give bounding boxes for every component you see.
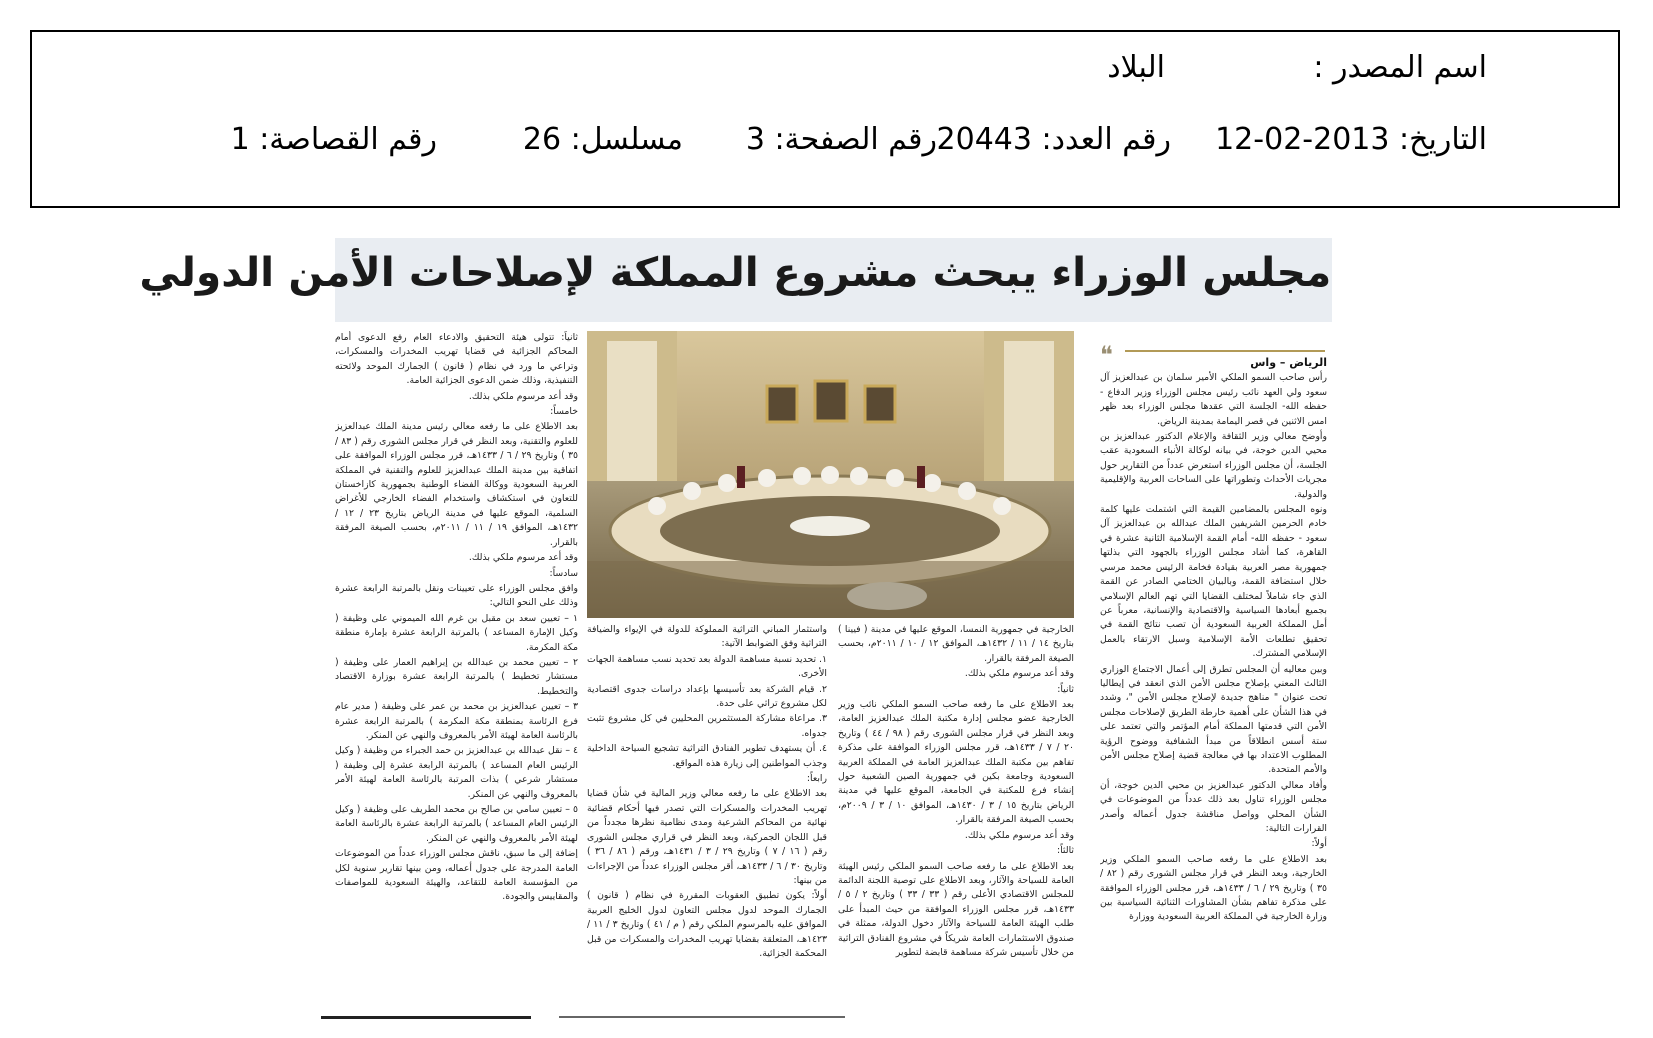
article-paragraph: ٢. قيام الشركة بعد تأسيسها بإعداد دراسات جدوى اقتصادية لكل مشروع تراثي على حدة.: [587, 683, 827, 710]
quote-icon: ❝: [1100, 341, 1113, 369]
article-paragraph: ١ – تعيين سعد بن مقبل بن غرم الله الميموني على وظيفة ( وكيل الإمارة المساعد ) بالمرتبة الرابعة عشرة بإمارة منطقة مكة المكرمة.: [335, 612, 578, 653]
article-column-1: [1100, 356, 1327, 1016]
article-paragraph: ١. تحديد نسبة مساهمة الدولة بعد تحديد نسب مساهمة الجهات الأخرى.: [587, 653, 827, 680]
column-1-body: [1100, 371, 1327, 924]
article-paragraph: بعد الاطلاع على ما رفعه معالي رئيس مدينة الملك عبدالعزيز للعلوم والتقنية، وبعد النظر في قرار مجلس الشورى رقم ( ٨٣ / ٣٥ ) وتاريخ ٢٩ / ٦ / ١٤٣٣هـ، قرر مجلس الوزراء الموافقة على اتفاقية بين مدينة الملك عبدالعزيز للعلوم والتقنية في المملكة العربية السعودية ووكالة الفضاء الوطنية بجمهورية كازاخستان للتعاون في استكشاف واستخدام الفضاء الخارجي للأغراض السلمية، الموقع عليها في مدينة الرياض بتاريخ ٢٣ / ١٢ / ١٤٣٢هـ، الموافق ١٩ / ١١ / ٢٠١١م، بحسب الصيغة المرفقة بالقرار.: [335, 421, 578, 548]
article-paragraph: رابعاً:: [806, 773, 827, 785]
article-paragraph: ٢ – تعيين محمد بن عبدالله بن إبراهيم العمار على وظيفة ( مستشار تخطيط ) بالمرتبة الرابعة عشرة بوزارة الاقتصاد والتخطيط.: [335, 656, 578, 697]
article-paragraph: ٥ – تعيين سامي بن صالح بن محمد الطريف على وظيفة ( وكيل الرئيس العام المساعد ) بالمرتبة الرابعة عشرة بالرئاسة العامة لهيئة الأمر بالمعروف والنهي عن المنكر.: [335, 804, 578, 844]
article-paragraph: ٤ – نقل عبدالله بن عبدالعزيز بن حمد الجبراء من وظيفة ( وكيل الرئيس العام المساعد ) بالمرتبة الرابعة عشرة إلى وظيفة ( مستشار شرعي ) بذات المرتبة بالرئاسة العامة لهيئة الأمر بالمعروف والنهي عن المنكر.: [335, 745, 578, 800]
article-paragraph: واستثمار المباني التراثية المملوكة للدولة في الإيواء والضيافة التراثية وفق الضوابط الآتية:: [587, 624, 827, 650]
article-paragraph: الخارجية في جمهورية النمسا، الموقع عليها في مدينة ( فيينا ) بتاريخ ١٤ / ١١ / ١٤٣٢هـ، الموافق ١٢ / ١٠ / ٢٠١١م، بحسب الصيغة المرفقة بالقرار.: [838, 624, 1074, 664]
accent-rule: [1125, 350, 1325, 352]
clip-number-field: رقم القصاصة: 1: [230, 122, 437, 157]
article-paragraph: وبين معاليه أن المجلس تطرق إلى أعمال الاجتماع الوزاري الثالث المعني بإصلاح مجلس الأمن الذي انعقد في إيطاليا تحت عنوان " مناهج جديدة لإصلاح مجلس الأمن "، وشدد في هذا الشأن على أهمية خارطة الطريق لإصلاحات مجلس الأمن التي قدمتها المملكة أمام المؤتمر والتي تعتمد على ستة أسس انطلاقاً من مبدأ الشفافية ووضوح الرؤية المطلوب الاعتداد بها في معالجة قضية إصلاح مجلس الأمن والأمم المتحدة.: [1100, 663, 1327, 776]
article-paragraph: إضافة إلى ما سبق، ناقش مجلس الوزراء عدداً من الموضوعات العامة المدرجة على جدول أعماله، ومن بينها تقارير سنوية لكل من المؤسسة العامة للتقاعد، والهيئة السعودية للمواصفات والمقاييس والجودة.: [335, 848, 578, 903]
article-paragraph: بعد الاطلاع على ما رفعه صاحب السمو الملكي رئيس الهيئة العامة للسياحة والآثار، وبعد الاطلاع على توصية اللجنة الدائمة للمجلس الاقتصادي الأعلى رقم ( ٣٣ / ٣٣ ) وتاريخ ٢ / ٥ / ١٤٣٣هـ، قرر مجلس الوزراء الموافقة من حيث المبدأ على طلب الهيئة العامة للسياحة والآثار دخول الدولة، ممثلة في صندوق الاستثمارات العامة شريكاً في مشروع الفنادق التراثية من خلال تأسيس شركة مساهمة قابضة لتطوير: [838, 860, 1074, 958]
article-paragraph: بعد الاطلاع على ما رفعه صاحب السمو الملكي وزير الخارجية، وبعد النظر في قرار مجلس الشورى رقم ( ٨٢ / ٣٥ ) وتاريخ ٢٩ / ٦ / ١٤٣٣هـ، قرر مجلس الوزراء الموافقة على مذكرة تفاهم بشأن المشاورات الثنائية السياسية بين وزارة الخارجية في المملكة العربية السعودية ووزارة: [1100, 853, 1327, 923]
article-paragraph: بعد الاطلاع على ما رفعه معالي وزير المالية في شأن قضايا تهريب المخدرات والمسكرات التي تصدر فيها أحكام قضائية نهائية من المحاكم الشرعية ومدى نظامية نظرها مجدداً من قبل اللجان الجمركية، وبعد النظر في قراري مجلس الشورى رقم ( ١٦ / ٧ ) وتاريخ ٢٩ / ٣ / ١٤٣١هـ، ورقم ( ٨٦ / ٣٦ ) وتاريخ ٣٠ / ٦ / ١٤٣٣هـ، أقر مجلس الوزراء عدداً من الإجراءات من بينها:: [587, 788, 827, 886]
article-paragraph: ٣ – تعيين عبدالعزيز بن محمد بن عمر على وظيفة ( مدير عام فرع الرئاسة بمنطقة مكة المكرمة ) بالمرتبة الرابعة عشرة بالرئاسة العامة لهيئة الأمر بالمعروف والنهي عن المنكر.: [335, 701, 578, 741]
article-paragraph: خامساً:: [550, 406, 578, 418]
cabinet-meeting-photo: [587, 331, 1074, 618]
dateline: الرياض – واس: [1250, 356, 1327, 369]
article-paragraph: ثانياً:: [1057, 683, 1074, 695]
headline-bar: [139, 238, 1332, 322]
article-column-4: [335, 331, 578, 1016]
article-paragraph: بعد الاطلاع على ما رفعه صاحب السمو الملكي نائب وزير الخارجية عضو مجلس إدارة مكتبة الملك عبدالعزيز العامة، وبعد النظر في قرار مجلس الشورى رقم ( ٩٨ / ٤٤ ) وتاريخ ٢٠ / ٧ / ١٤٣٣هـ، قرر مجلس الوزراء الموافقة على مذكرة تفاهم بين مكتبة الملك عبدالعزيز العامة في المملكة العربية السعودية وجامعة بكين في جمهورية الصين الشعبية حول إنشاء فرع للمكتبة في الجامعة، الموقع عليها في مدينة الرياض بتاريخ ١٥ / ٣ / ١٤٣٠هـ، الموافق ١٠ / ٣ / ٢٠٠٩م، بحسب الصيغة المرفقة بالقرار.: [838, 699, 1074, 826]
article-paragraph: ٣. مراعاة مشاركة المستثمرين المحليين في كل مشروع تثبت جدواه.: [587, 713, 827, 739]
date-field: التاريخ: 2013-02-12: [1215, 122, 1487, 157]
serial-field: مسلسل: 26: [522, 122, 683, 157]
issue-field: رقم العدد: 20443: [936, 122, 1171, 157]
column-3-body: [587, 623, 827, 961]
article-paragraph: ونوه المجلس بالمضامين القيمة التي اشتملت عليها كلمة خادم الحرمين الشريفين الملك عبدالله بن عبدالعزيز آل سعود - حفظه الله- أمام القمة الإسلامية الثانية عشرة في القاهرة، كما أشاد مجلس الوزراء بالجهود التي بذلتها جمهورية مصر العربية بقيادة فخامة الرئيس محمد مرسي خلال استضافة القمة، وبالبيان الختامي الصادر عن القمة الذي جاء شاملاً لمختلف القضايا التي تهم العالم الإسلامي بجميع أبعادها السياسية والاقتصادية والإنسانية، معرباً عن أمل المملكة العربية السعودية أن تصب نتائج القمة في تحقيق تطلعات الأمة الإسلامية وسبل الارتقاء بالعمل الإسلامي المشترك.: [1100, 504, 1327, 660]
bottom-rule-left: [321, 1016, 531, 1019]
bottom-rule-middle: [559, 1016, 845, 1018]
column-2-body: [838, 623, 1074, 960]
article-paragraph: أولاً:: [1311, 838, 1327, 850]
article-paragraph: وقد أعد مرسوم ملكي بذلك.: [468, 552, 578, 564]
article-paragraph: أولاً: يكون تطبيق العقوبات المقررة في نظام ( قانون ) الجمارك الموحد لدول مجلس التعاون لدول الخليج العربية الموافق عليه بالمرسوم الملكي رقم ( م / ٤١ ) وتاريخ ٣ / ١١ / ١٤٢٣هـ، المتعلقة بقضايا تهريب المخدرات والمسكرات من قبل المحكمة الجزائية.: [587, 890, 827, 959]
newspaper-clipping: [139, 238, 1332, 1016]
article-paragraph: وقد أعد مرسوم ملكي بذلك.: [468, 390, 578, 402]
column-4-body: [335, 331, 578, 905]
article-paragraph: وافق مجلس الوزراء على تعيينات ونقل بالمرتبة الرابعة عشرة وذلك على النحو التالي:: [335, 582, 578, 609]
article-paragraph: وقد أعد مرسوم ملكي بذلك.: [964, 668, 1074, 680]
source-name: البلاد: [1107, 50, 1165, 85]
cabinet-meeting-icon: [587, 331, 1074, 618]
article-paragraph: رأس صاحب السمو الملكي الأمير سلمان بن عبدالعزيز آل سعود ولي العهد نائب رئيس مجلس الوزراء وزير الدفاع - حفظه الله- الجلسة التي عقدها مجلس الوزراء بعد ظهر امس الاثنين في قصر اليمامة بمدينة الرياض.: [1100, 372, 1327, 427]
page-field: رقم الصفحة: 3: [745, 122, 937, 157]
article-paragraph: ثانياً: تتولى هيئة التحقيق والادعاء العام رفع الدعوى أمام المحاكم الجزائية في قضايا تهريب المخدرات والمسكرات، وتراعي ما ورد في نظام ( قانون ) الجمارك الموحد ولائحته التنفيذية، وذلك ضمن الدعوى الجزائية العامة.: [335, 332, 578, 387]
article-paragraph: سادساً:: [549, 567, 578, 579]
article-paragraph: وأوضح معالي وزير الثقافة والإعلام الدكتور عبدالعزيز بن محيي الدين خوجة، في بيانه لوكالة الأنباء السعودية عقب الجلسة، أن مجلس الوزراء استعرض عدداً من التقارير حول مجريات الأحداث وتطوراتها على الساحات العربية والإقليمية والدولية.: [1100, 431, 1327, 500]
article-column-3: [587, 623, 827, 1016]
article-paragraph: ٤. أن يستهدف تطوير الفنادق التراثية تشجيع السياحة الداخلية وجذب المواطنين إلى زيارة هذه المواقع.: [587, 743, 827, 769]
article-column-2: [838, 623, 1074, 1016]
article-headline: مجلس الوزراء يبحث مشروع المملكة لإصلاحات الأمن الدولي: [139, 250, 1332, 296]
article-paragraph: وأفاد معالي الدكتور عبدالعزيز بن محيي الدين خوجة، أن مجلس الوزراء تناول بعد ذلك عدداً من الموضوعات في الشأن المحلي وواصل مناقشة جدول أعماله وأصدر القرارات التالية:: [1100, 779, 1327, 834]
source-label: اسم المصدر :: [1313, 50, 1487, 85]
article-paragraph: وقد أعد مرسوم ملكي بذلك.: [964, 829, 1074, 841]
article-paragraph: ثالثاً:: [1056, 845, 1074, 857]
